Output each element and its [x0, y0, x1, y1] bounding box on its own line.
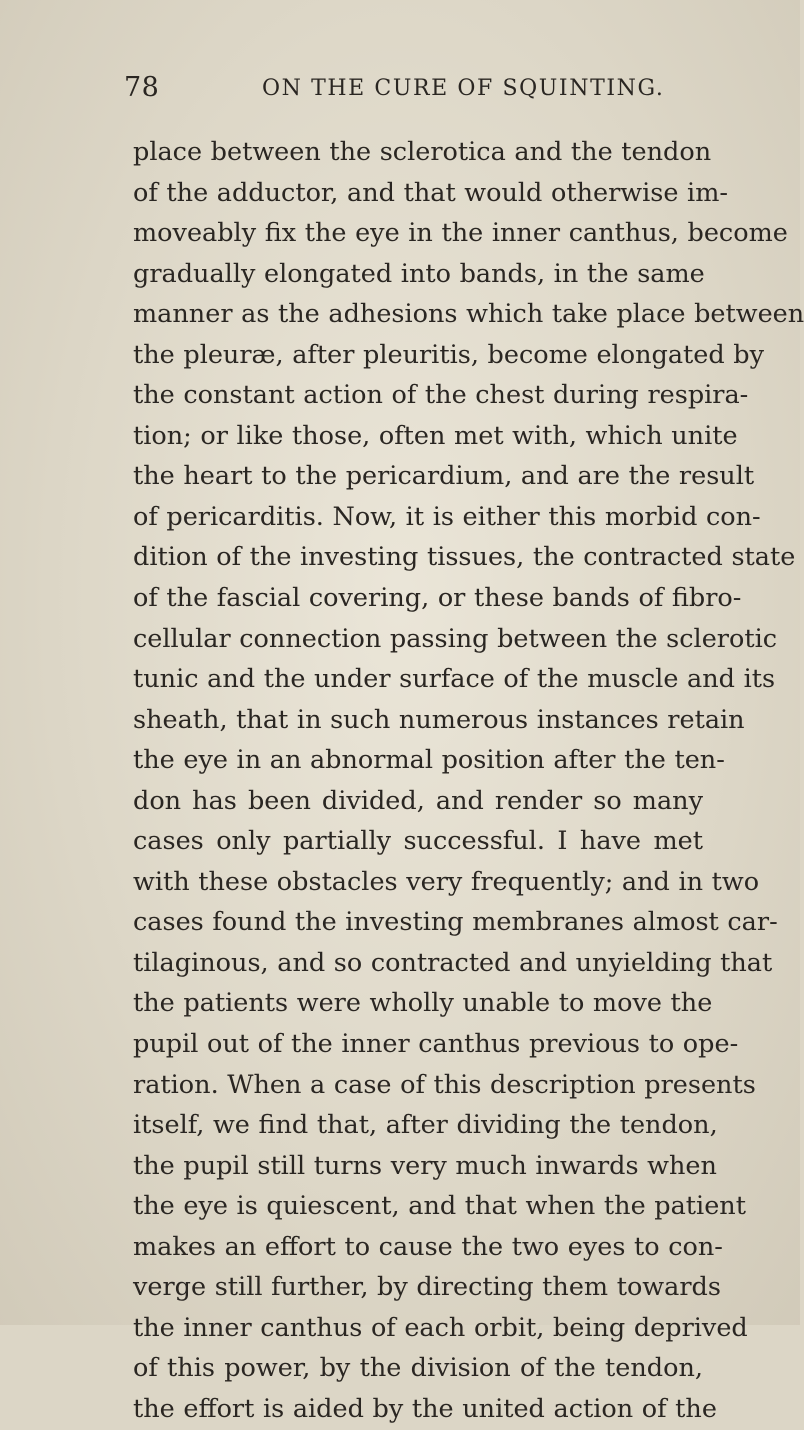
text-line: the constant action of the chest during respira-: [133, 380, 749, 411]
text-line: cases only partially successful. I have met: [133, 826, 703, 857]
text-line: with these obstacles very frequently; and in two: [133, 866, 760, 897]
text-line: place between the sclerotica and the tendon: [133, 137, 712, 167]
page-number: 78: [124, 72, 160, 103]
text-line: tunic and the under surface of the muscle and its: [133, 664, 776, 695]
text-line: gradually elongated into bands, in the same: [133, 258, 705, 289]
text-line: the pupil still turns very much inwards when: [133, 1150, 717, 1181]
text-line: the patients were wholly unable to move the: [133, 988, 713, 1019]
text-line: tilaginous, and so contracted and unyielding that: [133, 947, 773, 978]
text-line: sheath, that in such numerous instances retain: [133, 704, 745, 735]
running-title: ON THE CURE OF SQUINTING.: [262, 76, 665, 101]
text-line: cellular connection passing between the sclerotic: [133, 623, 778, 654]
text-line: the eye in an abnormal position after the ten-: [133, 745, 725, 776]
text-line: the heart to the pericardium, and are the result: [133, 461, 755, 492]
text-line: the effort is aided by the united action of the: [133, 1393, 717, 1424]
text-line: the eye is quiescent, and that when the patient: [133, 1191, 746, 1222]
body-text: [133, 132, 804, 1430]
text-line: dition of the investing tissues, the contracted state: [133, 542, 796, 573]
text-line: of the adductor, and that would otherwise im-: [133, 177, 729, 208]
text-line: of this power, by the division of the tendon,: [133, 1353, 703, 1384]
text-line: of the fascial covering, or these bands of fibro-: [133, 583, 742, 614]
text-line: makes an effort to cause the two eyes to con-: [133, 1231, 723, 1262]
text-line: cases found the investing membranes almost car-: [133, 907, 778, 938]
text-line: pupil out of the inner canthus previous to ope-: [133, 1029, 739, 1060]
text-line: don has been divided, and render so many: [133, 785, 703, 816]
text-line: ration. When a case of this description presents: [133, 1069, 756, 1100]
text-line: the inner canthus of each orbit, being deprived: [133, 1312, 748, 1343]
text-line: manner as the adhesions which take place between: [133, 299, 804, 330]
text-line: verge still further, by directing them towards: [133, 1272, 721, 1303]
text-line: of pericarditis. Now, it is either this morbid con-: [133, 501, 761, 532]
text-line: moveably fix the eye in the inner canthus, become: [133, 218, 788, 249]
running-head: [124, 72, 684, 108]
text-line: itself, we find that, after dividing the tendon,: [133, 1110, 718, 1141]
text-line: tion; or like those, often met with, which unite: [133, 420, 738, 451]
text-line: the pleuræ, after pleuritis, become elongated by: [133, 339, 765, 370]
